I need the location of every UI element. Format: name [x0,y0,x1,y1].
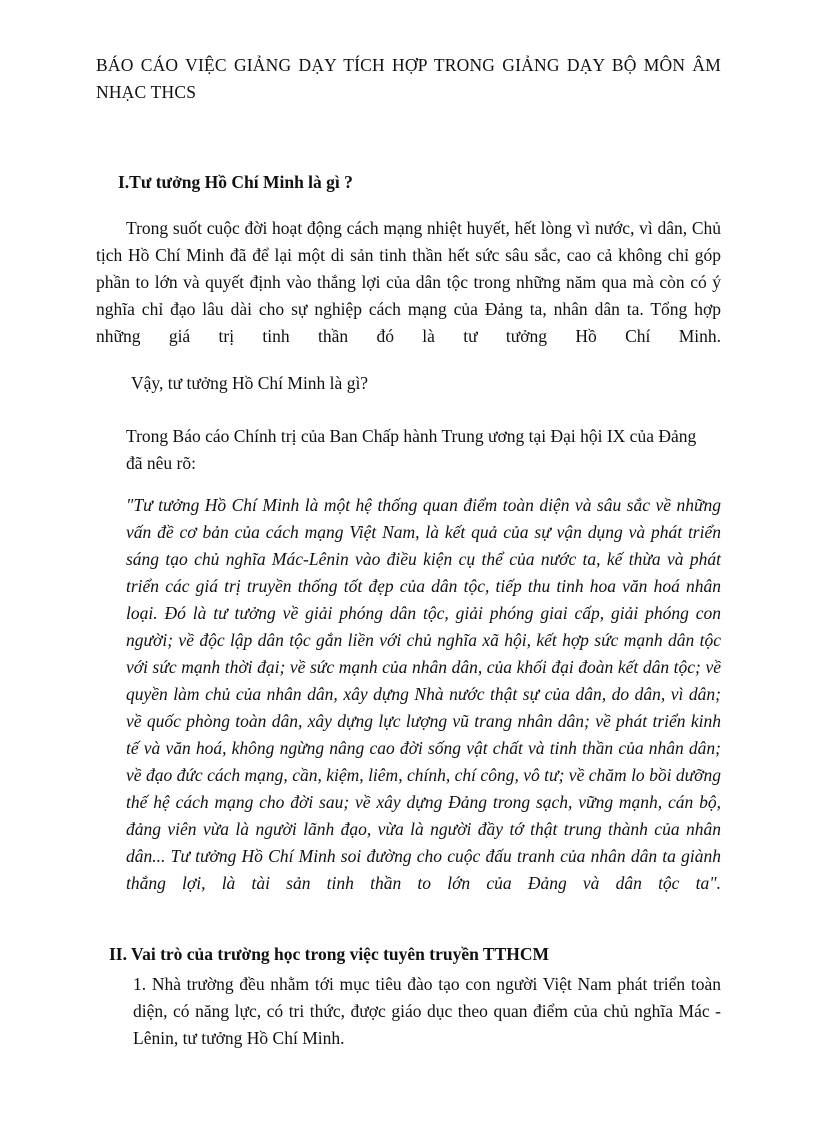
section-1-heading: I.Tư tưởng Hồ Chí Minh là gì ? [118,172,353,192]
section-2-item-1: 1. Nhà trường đều nhằm tới mục tiêu đào tạo con người Việt Nam phát triển toàn diện, có năng lực, có tri thức, được giáo dục theo quan điểm của chủ nghĩa Mác - Lênin, tư tưởng Hồ Chí Minh. [133,974,721,1048]
section-1-paragraph: Trong suốt cuộc đời hoạt động cách mạng nhiệt huyết, hết lòng vì nước, vì dân, Chủ tịch Hồ Chí Minh đã để lại một di sản tinh thần hết sức sâu sắc, cao cả không chỉ góp phần to lớn và quyết định vào thắng lợi của dân tộc trong những năm qua mà còn có ý nghĩa chỉ đạo lâu dài cho sự nghiệp cách mạng của Đảng ta, nhân dân ta. Tổng hợp những giá trị tinh thần đó là tư tưởng Hồ Chí Minh. [96,218,721,346]
section-1-quote: "Tư tưởng Hồ Chí Minh là một hệ thống quan điểm toàn diện và sâu sắc về những vấn đề cơ bản của cách mạng Việt Nam, là kết quả của sự vận dụng và phát triển sáng tạo chủ nghĩa Mác-Lênin vào điều kiện cụ thể của nước ta, kế thừa và phát triển các giá trị truyền thống tốt đẹp của dân tộc, tiếp thu tinh hoa văn hoá nhân loại. Đó là tư tưởng về giải phóng dân tộc, giải phóng giai cấp, giải phóng con người; về độc lập dân tộc gắn liền với chủ nghĩa xã hội, kết hợp sức mạnh dân tộc với sức mạnh thời đại; về sức mạnh của nhân dân, của khối đại đoàn kết dân tộc; về quyền làm chủ của nhân dân, xây dựng Nhà nước thật sự của dân, do dân, vì dân; về quốc phòng toàn dân, xây dựng lực lượng vũ trang nhân dân; về phát triển kinh tế và văn hoá, không ngừng nâng cao đời sống vật chất và tinh thần của nhân dân; về đạo đức cách mạng, cần, kiệm, liêm, chính, chí công, vô tư; về chăm lo bồi dưỡng thế hệ cách mạng cho đời sau; về xây dựng Đảng trong sạch, vững mạnh, cán bộ, đảng viên vừa là người lãnh đạo, vừa là người đầy tớ thật trung thành của nhân dân... Tư tưởng Hồ Chí Minh soi đường cho cuộc đấu tranh của nhân dân ta giành thắng lợi, là tài sản tinh thần to lớn của Đảng và dân tộc ta". [126,495,721,893]
section-1-intro: Trong Báo cáo Chính trị của Ban Chấp hành Trung ương tại Đại hội IX của Đảng đã nêu rõ: [126,426,697,473]
section-1-question: Vậy, tư tưởng Hồ Chí Minh là gì? [131,373,369,393]
section-2-heading: II. Vai trò của trường học trong việc tuyên truyền TTHCM [109,944,550,964]
document-title: BÁO CÁO VIỆC GIẢNG DẠY TÍCH HỢP TRONG GIẢNG DẠY BỘ MÔN ÂM NHẠC THCS [96,55,721,102]
